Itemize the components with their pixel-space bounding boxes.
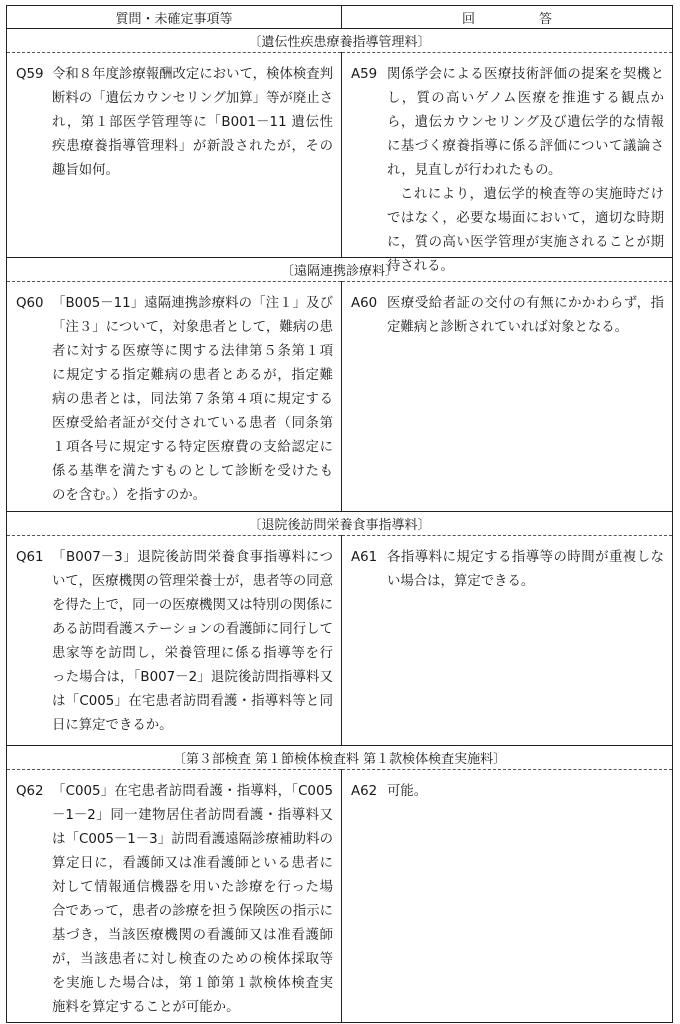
- answer-cell: [342, 53, 673, 274]
- section-title-row: [7, 746, 673, 770]
- answer-text: これにより，遺伝学的検査等の実施時だけではなく，必要な場面において，適切な時期に，質の高い医学管理が実施されることが期待される。: [387, 187, 664, 274]
- question-column-header: 質問・未確定事項等: [7, 6, 342, 29]
- answer-header-char-1: 回: [461, 11, 475, 27]
- qa-row: [7, 53, 673, 258]
- question-text: 令和８年度診療報酬改定において，検体検査判断料の「遺伝カウンセリング加算」等が廃止され，第１部医学管理等に「B001－11 遺伝性疾患療養指導管理料」が新設されたが，その趣旨如何。: [52, 67, 333, 178]
- question-cell: [7, 536, 342, 746]
- answer-number: A59: [351, 67, 378, 82]
- answer-number: A60: [351, 296, 378, 311]
- section-title-row: [7, 512, 673, 536]
- answer-text: 可能。: [387, 784, 428, 799]
- question-cell: [7, 770, 342, 1023]
- qa-row: [7, 770, 673, 1023]
- question-number: Q61: [16, 550, 44, 565]
- answer-header-char-2: 答: [539, 11, 553, 27]
- answer-column-header: [342, 6, 673, 29]
- question-cell: [7, 282, 342, 512]
- section-title: 〔第３部検査 第１節検体検査料 第１款検体検査実施料〕: [7, 746, 673, 770]
- answer-text: 医療受給者証の交付の有無にかかわらず，指定難病と診断されていれば対象となる。: [387, 296, 664, 335]
- question-text: 「B005－11」遠隔連携診療料の「注１」及び「注３」について，対象患者として，難病の患者に対する医療等に関する法律第５条第１項に規定する指定難病の患者とあるが，指定難病の患者とは，同法第７条第４項に規定する医療受給者証が交付されている患者（同条第１項各号に規定する特定医療費の支給認定に係る基準を満たすものとして診断を受けたものを含む。）を指すのか。: [52, 296, 333, 503]
- table-header-row: [7, 6, 673, 29]
- answer-text: 各指導料に規定する指導等の時間が重複しない場合は，算定できる。: [387, 550, 664, 589]
- section-title: 〔退院後訪問栄養食事指導料〕: [7, 512, 673, 536]
- answer-cell: [342, 282, 673, 512]
- answer-text: 関係学会による医療技術評価の提案を契機とし，質の高いゲノム医療を推進する観点から，遺伝カウンセリング及び遺伝学的な情報に基づく療養指導に係る評価について議論され，見直しが行われたもの。: [387, 67, 664, 178]
- section-title-row: [7, 29, 673, 53]
- qa-row: [7, 536, 673, 746]
- question-cell: [7, 53, 342, 258]
- qa-table: [6, 5, 673, 1023]
- section-title: 〔遺伝性疾患療養指導管理料〕: [7, 29, 673, 53]
- question-number: Q59: [16, 67, 44, 82]
- answer-cell: [342, 536, 673, 746]
- section-title: 〔遠隔連携診療料〕: [7, 258, 673, 282]
- question-number: Q62: [16, 784, 44, 799]
- qa-row: [7, 282, 673, 512]
- question-text: 「C005」在宅患者訪問看護・指導料，「C005－1－2」同一建物居住者訪問看護・指導料又は「C005－1－3」訪問看護遠隔診療補助料の算定日に，看護師又は准看護師といる患者に対して情報通信機器を用いた診療を行った場合であって，患者の診療を担う保険医の指示に基づき，当該医療機関の看護師又は准看護師が，当該患者に対し検査のための検体採取等を実施した場合は，第１節第１款検体検査実施料を算定することが可能か。: [52, 784, 333, 1015]
- answer-number: A62: [351, 784, 378, 799]
- question-text: 「B007－3」退院後訪問栄養食事指導料について，医療機関の管理栄養士が，患者等の同意を得た上で，同一の医療機関又は特別の関係にある訪問看護ステーションの看護師に同行して患家等を訪問し，栄養管理に係る指導等を行った場合は，「B007－2」退院後訪問指導料又は「C005」在宅患者訪問看護・指導料等と同日に算定できるか。: [52, 550, 333, 733]
- question-number: Q60: [16, 296, 44, 311]
- answer-number: A61: [351, 550, 378, 565]
- answer-cell: [342, 770, 673, 1023]
